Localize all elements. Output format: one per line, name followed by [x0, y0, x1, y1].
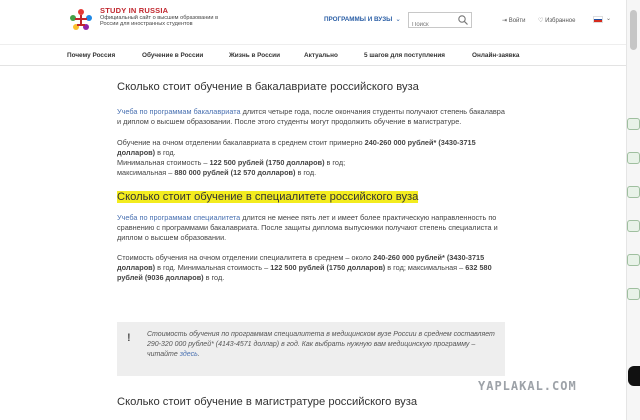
side-thumbnail-icon[interactable]: [627, 254, 640, 266]
bachelor-intro-text: длится четыре года, после окончания студенты получают степень бакалавра и диплом о высшем образовании. После этого студенты могут продолжить обучение в магистратуре.: [117, 107, 505, 126]
specialist-intro-text: длится не менее пять лет и имеет более практическую направленность по сравнению с программами бакалавриата. После защиты диплома выпускники получают степень специалиста и диплом о высшем образовании.: [117, 213, 498, 242]
search-input[interactable]: [409, 18, 457, 32]
medical-note-body: Стоимость обучения по программам специалитета в медицинском вузе России в среднем составляет 290-320 000 рублей* (4143-4571 доллар) в год. Как выбрать нужную вам медицинскую программу – читайте: [147, 331, 495, 358]
bachelor-cost-avg-tail: в год.: [155, 148, 176, 157]
language-chevron-down-icon[interactable]: ⌄: [606, 16, 612, 22]
login-icon: ⇥: [502, 18, 508, 24]
search-box[interactable]: [408, 12, 472, 28]
site-header: [0, 0, 626, 44]
specialist-programs-link[interactable]: Учеба по программам специалитета: [117, 213, 241, 222]
bachelor-max-label: максимальная –: [117, 168, 175, 177]
master-heading: Сколько стоит обучение в магистратуре российского вуза: [117, 396, 418, 408]
specialist-cost-text: Стоимость обучения на очном отделении специалитета в среднем – около: [117, 253, 374, 262]
specialist-cost-mid2: в год; максимальная –: [385, 263, 466, 272]
programs-menu-label: ПРОГРАММЫ И ВУЗЫ: [324, 16, 393, 23]
bachelor-cost-avg-value: 240-260 000 рублей* (3430-3715 долларов): [117, 138, 476, 157]
favorites-link[interactable]: [538, 17, 575, 24]
nav-item-life-in-russia[interactable]: Жизнь в России: [229, 52, 281, 59]
bachelor-max-value: 880 000 рублей (12 570 долларов): [174, 168, 296, 177]
side-thumbnail-icon[interactable]: [627, 152, 640, 164]
main-navigation: [0, 44, 626, 66]
bachelor-heading: Сколько стоит обучение в бакалавриате российского вуза: [117, 81, 419, 93]
bachelor-cost-max: [117, 168, 507, 178]
bachelor-min-value: 122 500 рублей (1750 долларов): [209, 158, 325, 167]
specialist-heading: [117, 191, 507, 203]
favorites-label: Избранное: [545, 18, 576, 24]
russian-flag-icon[interactable]: [593, 16, 603, 23]
medical-note-box: [117, 322, 505, 376]
brand-name[interactable]: STUDY IN RUSSIA: [100, 6, 169, 15]
specialist-heading-text: Сколько стоит обучение в специалитете российского вуза: [117, 191, 419, 203]
bachelor-programs-link[interactable]: Учеба по программам бакалавриата: [117, 107, 241, 116]
side-thumbnail-icon[interactable]: [627, 118, 640, 130]
brand-tagline: Официальный сайт о высшем образовании в России для иностранных студентов: [100, 15, 219, 28]
corner-avatar-icon: [628, 366, 640, 386]
bachelor-intro: [117, 107, 507, 127]
nav-item-study-in-russia[interactable]: Обучение в России: [142, 52, 204, 59]
article-content: [117, 66, 507, 283]
programs-menu[interactable]: [324, 16, 401, 23]
side-thumbnail-icon[interactable]: [627, 220, 640, 232]
bachelor-min-tail: в год;: [324, 158, 346, 167]
nav-item-online-application[interactable]: Онлайн-заявка: [472, 52, 520, 59]
bachelor-cost-avg: [117, 138, 507, 158]
bachelor-max-tail: в год.: [295, 168, 317, 177]
specialist-intro: [117, 213, 507, 243]
medical-note-tail: .: [197, 351, 200, 358]
bachelor-min-label: Минимальная стоимость –: [117, 158, 210, 167]
bachelor-cost-min: [117, 158, 507, 168]
scrollbar-thumb[interactable]: [630, 10, 637, 50]
specialist-cost-min-value: 122 500 рублей (1750 долларов): [270, 263, 386, 272]
specialist-cost: [117, 253, 507, 283]
search-icon[interactable]: [457, 14, 469, 26]
specialist-cost-max-value: 632 580 рублей (9036 долларов): [117, 263, 492, 282]
nav-item-actual[interactable]: Актуально: [304, 52, 338, 59]
side-thumbnails: [627, 118, 640, 322]
chevron-down-icon: ⌄: [395, 16, 401, 23]
medical-note-text: [147, 330, 497, 360]
side-thumbnail-icon[interactable]: [627, 186, 640, 198]
specialist-cost-mid: в год. Минимальная стоимость –: [155, 263, 271, 272]
login-label: Войти: [508, 18, 526, 24]
specialist-cost-tail: в год.: [203, 273, 225, 282]
heart-icon: ♡: [538, 18, 544, 24]
study-in-russia-logo-icon[interactable]: [67, 6, 95, 34]
nav-item-why-russia[interactable]: Почему Россия: [67, 52, 116, 59]
exclamation-icon: !: [127, 332, 131, 344]
bachelor-cost-avg-text: Обучение на очном отделении бакалавриата в среднем стоит примерно: [117, 138, 365, 147]
nav-item-5-steps[interactable]: 5 шагов для поступления: [364, 52, 445, 59]
medical-note-link[interactable]: здесь: [179, 351, 198, 358]
side-thumbnail-icon[interactable]: [627, 288, 640, 300]
yaplakal-watermark: YAPLAKAL.COM: [470, 379, 640, 397]
specialist-cost-avg-value: 240-260 000 рублей* (3430-3715 долларов): [117, 253, 485, 272]
login-link[interactable]: [502, 17, 526, 24]
